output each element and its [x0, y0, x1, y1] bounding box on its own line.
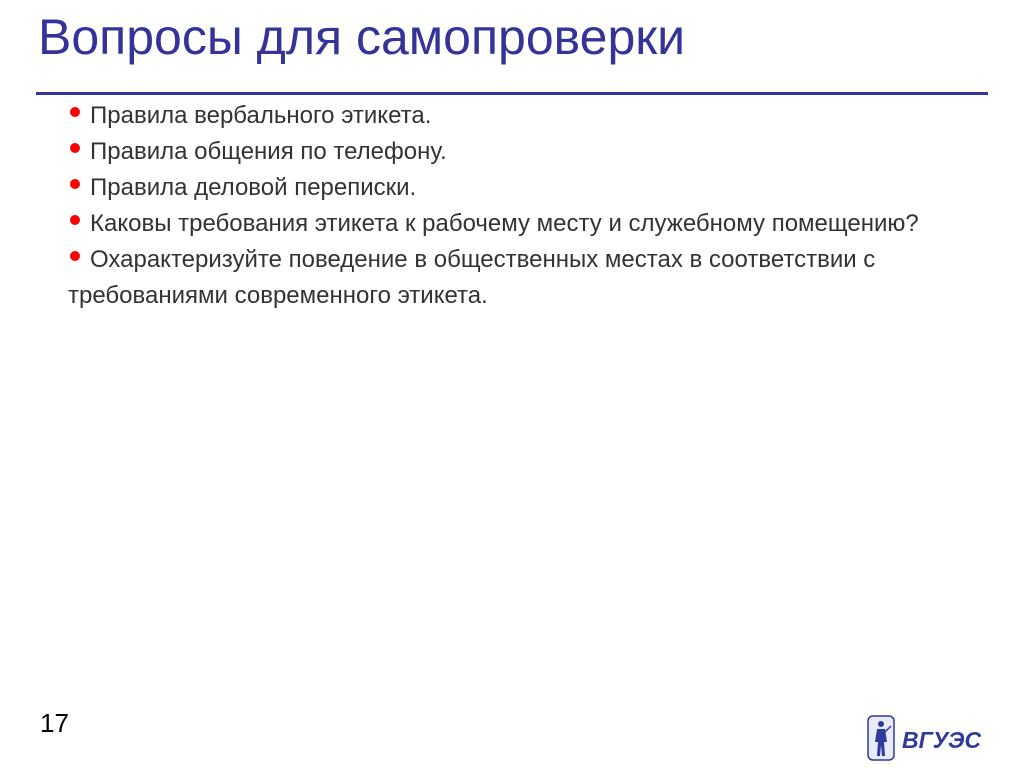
list-item-text: Охарактеризуйте поведение в общественных местах в соответствии с требованиями современного этикета. [68, 246, 876, 309]
bullet-dot-icon [70, 215, 80, 225]
list-item [68, 242, 948, 314]
title-divider [36, 92, 988, 95]
list-item-text: Правила деловой переписки. [90, 174, 417, 201]
list-item [68, 206, 948, 242]
list-item [68, 98, 948, 134]
slide-title: Вопросы для самопроверки [38, 9, 686, 65]
university-logo [866, 712, 990, 762]
list-item [68, 170, 948, 206]
list-item-text: Правила вербального этикета. [90, 102, 432, 129]
list-item [68, 134, 948, 170]
list-item-text: Правила общения по телефону. [90, 138, 447, 165]
list-item-text: Каковы требования этикета к рабочему месту и служебному помещению? [90, 210, 919, 237]
logo-text: ВГУЭС [902, 727, 982, 753]
bullet-dot-icon [70, 251, 80, 261]
bullet-dot-icon [70, 179, 80, 189]
bullet-dot-icon [70, 143, 80, 153]
slide-number: 17 [40, 708, 69, 738]
question-list [68, 98, 948, 314]
bullet-dot-icon [70, 107, 80, 117]
logo-emblem-icon [868, 716, 894, 760]
